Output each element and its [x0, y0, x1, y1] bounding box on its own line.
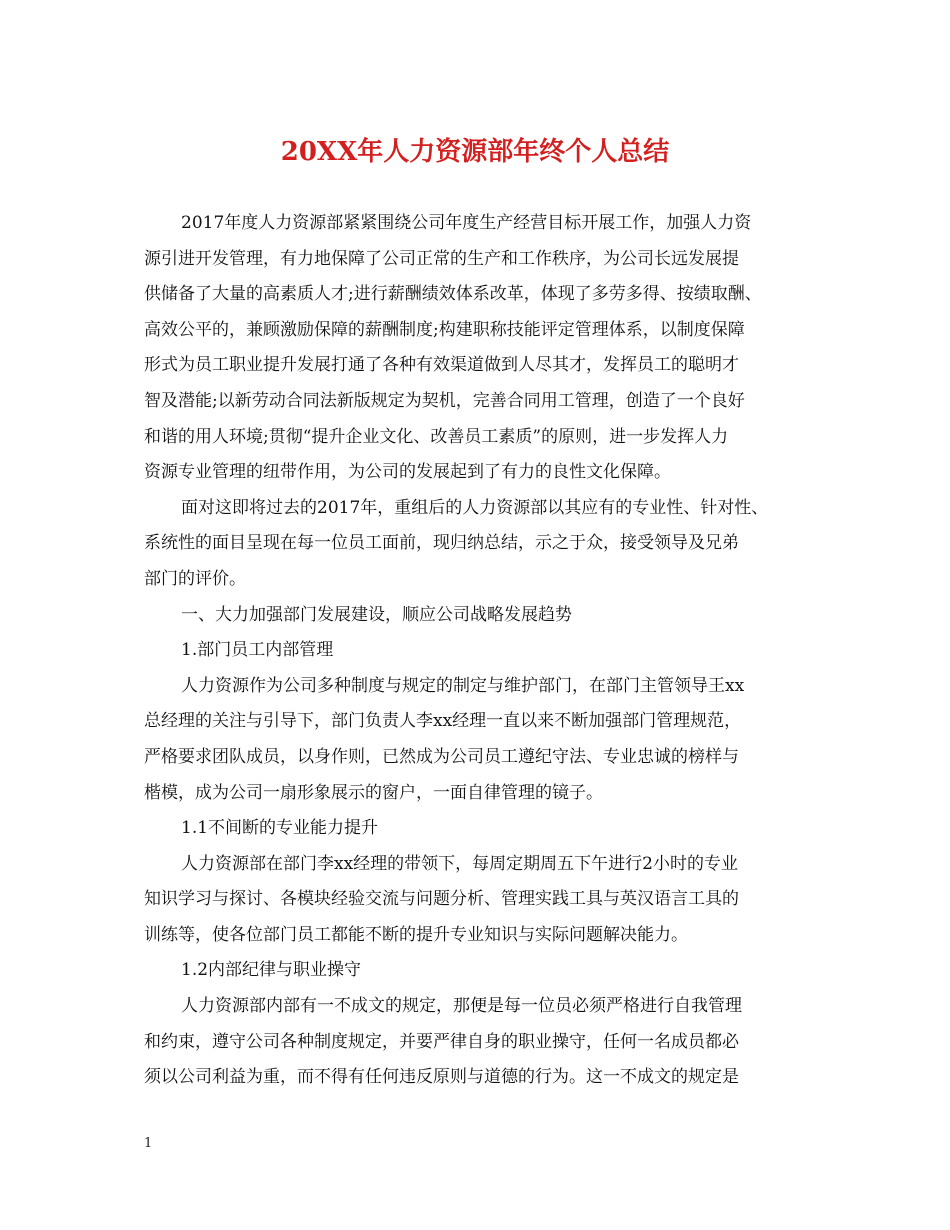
paragraph-line: 严格要求团队成员，以身作则，已然成为公司员工遵纪守法、专业忠诚的榜样与 — [144, 746, 739, 767]
document-title: 20XX年人力资源部年终个人总结 — [280, 137, 670, 167]
paragraph-line: 楷模，成为公司一扇形象展示的窗户，一面自律管理的镜子。 — [144, 782, 603, 803]
paragraph-line: 部门的评价。 — [144, 568, 246, 589]
subsection-heading: 1.1不间断的专业能力提升 — [181, 818, 379, 839]
paragraph-line: 须以公司利益为重，而不得有任何违反原则与道德的行为。这一不成文的规定是 — [144, 1067, 739, 1088]
paragraph-line: 资源专业管理的纽带作用，为公司的发展起到了有力的良性文化保障。 — [144, 462, 671, 483]
paragraph-line: 和谐的用人环境;贯彻“提升企业文化、改善员工素质”的原则，进一步发挥人力 — [144, 426, 729, 447]
paragraph-line: 系统性的面目呈现在每一位员工面前，现归纳总结，示之于众，接受领导及兄弟 — [144, 533, 739, 554]
paragraph-line: 高效公平的，兼顾激励保障的薪酬制度;构建职称技能评定管理体系，以制度保障 — [144, 319, 745, 340]
section-heading: 一、大力加强部门发展建设，顺应公司战略发展趋势 — [181, 604, 572, 625]
paragraph-line: 知识学习与探讨、各模块经验交流与问题分析、管理实践工具与英汉语言工具的 — [144, 889, 739, 910]
paragraph-line: 人力资源作为公司多种制度与规定的制定与维护部门，在部门主管领导王xx — [181, 675, 745, 696]
paragraph-line: 和约束，遵守公司各种制度规定，并要严律自身的职业操守，任何一名成员都必 — [144, 1031, 739, 1052]
paragraph-line: 源引进开发管理，有力地保障了公司正常的生产和工作秩序，为公司长远发展提 — [144, 248, 739, 269]
document-body — [144, 206, 814, 1096]
paragraph-line: 面对这即将过去的2017年，重组后的人力资源部以其应有的专业性、针对性、 — [181, 497, 769, 518]
subsection-heading: 1.2内部纪律与职业操守 — [181, 960, 362, 981]
page-number: 1 — [144, 1136, 153, 1151]
paragraph-line: 供储备了大量的高素质人才;进行薪酬绩效体系改革，体现了多劳多得、按绩取酬、 — [144, 284, 762, 305]
subsection-heading: 1.部门员工内部管理 — [181, 640, 334, 661]
paragraph-line: 形式为员工职业提升发展打通了各种有效渠道做到人尽其才，发挥员工的聪明才 — [144, 355, 739, 376]
paragraph-line: 2017年度人力资源部紧紧围绕公司年度生产经营目标开展工作，加强人力资 — [181, 213, 752, 233]
paragraph-line: 人力资源部在部门李xx经理的带领下，每周定期周五下午进行2小时的专业 — [181, 853, 738, 874]
paragraph-line: 训练等，使各位部门员工都能不断的提升专业知识与实际问题解决能力。 — [144, 924, 688, 945]
paragraph-line: 智及潜能;以新劳动合同法新版规定为契机，完善合同用工管理，创造了一个良好 — [144, 390, 745, 411]
paragraph-line: 总经理的关注与引导下，部门负责人李xx经理一直以来不断加强部门管理规范， — [144, 711, 742, 732]
paragraph-line: 人力资源部内部有一不成文的规定，那便是每一位员必须严格进行自我管理 — [181, 996, 742, 1017]
